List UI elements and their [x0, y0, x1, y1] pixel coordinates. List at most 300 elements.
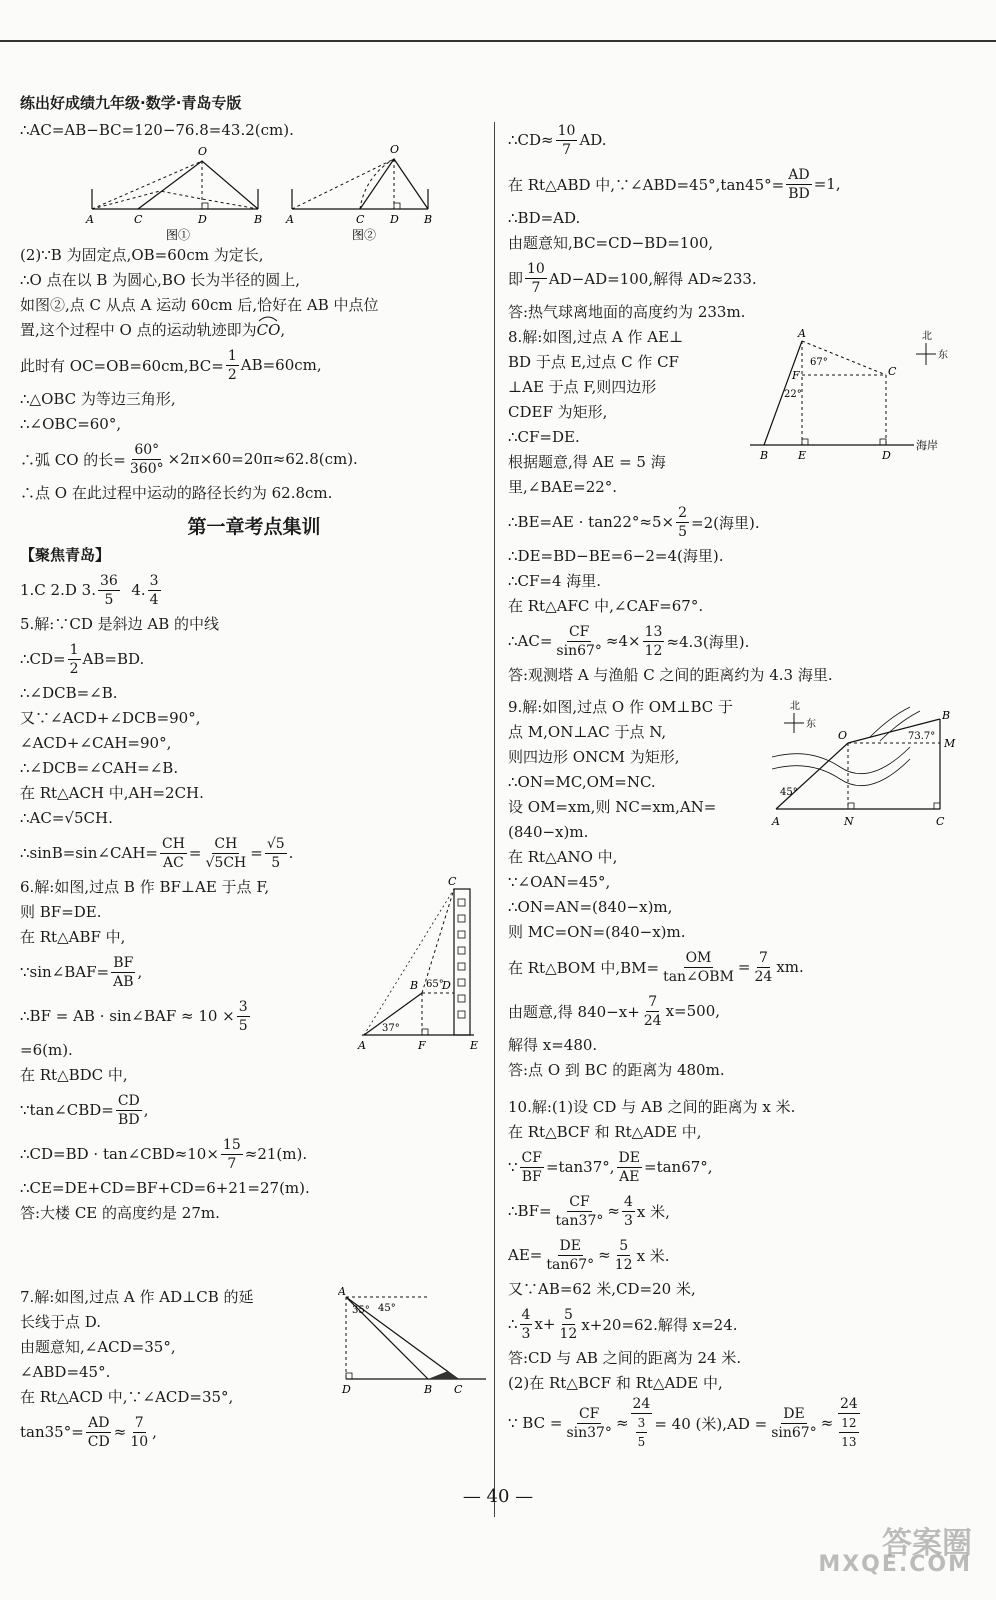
math-line: [508, 1189, 976, 1233]
fraction: [265, 835, 287, 872]
text-line: 6.解:如图,过点 B 作 BF⊥AE 于点 F,: [20, 878, 270, 896]
math-line: [508, 619, 976, 663]
top-rule: [0, 40, 996, 42]
denominator: 3: [623, 1212, 633, 1229]
text-span: ,: [152, 1423, 157, 1441]
fig9-label-A: A: [772, 815, 780, 828]
numerator: 1: [227, 347, 237, 364]
text-span: =2(海里).: [691, 513, 760, 532]
text-line: (2)在 Rt△BCF 和 Rt△ADE 中,: [508, 1374, 723, 1392]
denominator: tan67°: [546, 1256, 595, 1273]
figure-9: [770, 697, 970, 837]
text-span: 4.: [131, 581, 146, 599]
denominator: 10: [130, 1433, 149, 1450]
text-span: ∴: [508, 1315, 518, 1333]
numerator: 7: [648, 993, 658, 1010]
text-line: ∴ON=MC,OM=NC.: [508, 773, 656, 791]
text-span: x+20=62.解得 x=24.: [581, 1315, 738, 1334]
text-span: tan35°=: [20, 1423, 84, 1441]
math-line: [508, 1233, 976, 1277]
denominator: 12: [614, 1256, 633, 1273]
denominator: 360°: [129, 460, 164, 477]
text-line: ∴点 O 在此过程中运动的路径长约为 62.8cm.: [20, 484, 333, 502]
fig6-label-F: F: [418, 1039, 426, 1052]
fraction: [642, 993, 664, 1030]
denominator: sin67°: [771, 1424, 817, 1441]
math-line: [20, 1132, 488, 1176]
text-line: 则四边形 ONCM 为矩形,: [508, 748, 680, 766]
fig8-angle-22: 22°: [784, 389, 802, 400]
text-span: ∵sin∠BAF=: [20, 963, 110, 981]
text-span: =: [188, 844, 202, 862]
fig8-label-D: D: [882, 449, 891, 462]
text-span: x=500,: [665, 1002, 721, 1020]
text-span: AB=BD.: [82, 650, 145, 668]
text-line: (840−x)m.: [508, 823, 589, 841]
fig8-label-B: B: [760, 449, 769, 462]
text-line: 根据题意,得 AE = 5 海: [508, 453, 666, 471]
figure-2: [285, 143, 432, 242]
text-line: ∴AC=√5CH.: [20, 809, 113, 827]
fig6-angle-37: 37°: [382, 1023, 400, 1034]
denominator: CD: [87, 1433, 110, 1450]
fraction: [558, 1306, 580, 1343]
fig7-label-C: C: [454, 1383, 463, 1395]
text-span: ≈: [607, 1202, 620, 1220]
fraction: [68, 641, 81, 678]
text-span: ∵tan∠CBD=: [20, 1101, 114, 1119]
text-span: ×2π×60=20π≈62.8(cm).: [167, 450, 358, 468]
numerator: CH: [161, 835, 185, 852]
text-span: = 40 (米),AD =: [654, 1414, 768, 1433]
text-span: ∴AC=: [508, 632, 553, 650]
text-line: ∴∠OBC=60°,: [20, 415, 122, 433]
fraction: [160, 835, 187, 872]
text-span: ≈4.3(海里).: [666, 632, 750, 651]
fraction: [752, 949, 774, 986]
numerator: √5: [266, 835, 285, 852]
text-line: 在 Rt△BCF 和 Rt△ADE 中,: [508, 1123, 702, 1141]
denominator: AC: [163, 854, 184, 871]
numerator: CF: [568, 623, 590, 640]
denominator: 5: [104, 591, 114, 608]
text-line: 5.解:∵CD 是斜边 AB 的中线: [20, 615, 220, 633]
text-span: 即: [508, 269, 524, 288]
denominator: BD: [788, 185, 810, 202]
denominator: 3: [521, 1325, 531, 1342]
numerator: 4: [623, 1193, 633, 1210]
fraction: [676, 504, 689, 541]
numerator: BF: [113, 954, 134, 971]
denominator: 2: [227, 366, 237, 383]
denominator: 7: [531, 279, 541, 296]
text-line: 9.解:如图,过点 O 作 OM⊥BC 于: [508, 698, 734, 716]
text-line: 如图②,点 C 从点 A 运动 60cm 后,恰好在 AB 中点位: [20, 296, 379, 314]
denominator: 24: [754, 968, 773, 985]
denominator: sin37°: [566, 1424, 612, 1441]
text-span: ∴CD=BD · tan∠CBD≈10×: [20, 1145, 219, 1163]
text-span: ∴CD≈: [508, 131, 554, 149]
math-line: [20, 437, 488, 481]
math-line: [20, 1410, 488, 1454]
figure-7: [338, 1285, 488, 1395]
fig8-label-C: C: [888, 365, 897, 378]
denominator: 5: [238, 1017, 248, 1034]
text-line: 在 Rt△ACH 中,AH=2CH.: [20, 784, 204, 802]
denominator: 24: [643, 1012, 662, 1029]
fig8-label-E: E: [798, 449, 807, 462]
denominator: 13: [841, 1435, 857, 1449]
fraction: [554, 1193, 606, 1230]
numerator: 3: [636, 1414, 648, 1433]
fraction: [86, 1414, 112, 1451]
fig6-label-B: B: [410, 979, 419, 992]
fig8-label-A: A: [798, 327, 806, 340]
text-line: [20, 318, 488, 343]
denominator: √5CH: [205, 854, 247, 871]
fig2-label-D: D: [390, 213, 399, 226]
denominator: AB: [113, 973, 134, 990]
text-line: 点 M,ON⊥AC 于点 N,: [508, 723, 667, 741]
math-line: [20, 343, 488, 387]
fig1-caption: 图①: [166, 228, 191, 242]
text-span: ∵ BC =: [508, 1414, 563, 1432]
figure-1-and-2: [20, 143, 488, 243]
fraction: [564, 1405, 614, 1442]
text-span: ,: [280, 321, 286, 339]
fig7-angle-35: 35°: [352, 1305, 370, 1316]
denominator: 7: [227, 1155, 237, 1172]
denominator: 5: [271, 854, 281, 871]
fig1-label-A: A: [86, 213, 94, 226]
fraction: [636, 1414, 648, 1451]
math-line: [508, 256, 976, 300]
numerator: 15: [222, 1136, 241, 1153]
fig1-label-O: O: [198, 145, 208, 158]
numerator: 2: [678, 504, 687, 521]
fraction: [148, 572, 161, 609]
text-line: ∴CE=DE+CD=BF+CD=6+21=27(m).: [20, 1179, 310, 1197]
fig7-label-D: D: [342, 1383, 351, 1395]
fraction: [622, 1193, 635, 1230]
text-span: ∵: [508, 1158, 518, 1176]
text-span: =: [250, 844, 263, 862]
page-number: — 40 —: [462, 1486, 534, 1507]
denominator: 12: [644, 642, 663, 659]
arc-label: [257, 318, 281, 343]
text-span: AE=: [508, 1246, 543, 1264]
numerator: 24: [632, 1396, 651, 1412]
text-line: 由题意知,∠ACD=35°,: [20, 1338, 176, 1356]
math-line: [20, 1088, 488, 1132]
text-line: ∴DE=BD−BE=6−2=4(海里).: [508, 547, 724, 565]
numerator: CH: [214, 835, 238, 852]
text-span: ∴弧 CO 的长=: [20, 450, 126, 469]
fraction: [835, 1395, 862, 1451]
fraction: [226, 347, 239, 384]
numerator: DE: [783, 1405, 805, 1422]
denominator: AE: [619, 1168, 640, 1185]
math-line: [508, 118, 976, 162]
fraction: [544, 1237, 596, 1274]
text-line: ∠ACD+∠CAH=90°,: [20, 734, 172, 752]
numerator: 24: [840, 1396, 858, 1412]
text-line: ∴∠DCB=∠B.: [20, 684, 118, 702]
denominator: 7: [562, 141, 571, 158]
text-line: 在 Rt△AFC 中,∠CAF=67°.: [508, 597, 704, 615]
numerator: AD: [788, 166, 810, 183]
fraction: [661, 949, 736, 986]
text-line: 设 OM=xm,则 NC=xm,AN=: [508, 798, 717, 816]
text-line: 7.解:如图,过点 A 作 AD⊥CB 的延: [20, 1288, 254, 1306]
math-line: [20, 831, 488, 875]
fraction: [98, 572, 120, 609]
text-line: 由题意知,BC=CD−BD=100,: [508, 234, 714, 252]
text-line: 答:热气球离地面的高度约为 233m.: [508, 303, 746, 321]
text-line: 10.解:(1)设 CD 与 AB 之间的距离为 x 米.: [508, 1098, 796, 1116]
fraction: [525, 260, 547, 297]
math-line: [508, 989, 976, 1033]
text-span: AD−AD=100,解得 AD≈233.: [548, 269, 757, 288]
text-span: ∴CD=: [20, 650, 66, 668]
numerator: 7: [758, 949, 768, 966]
numerator: 13: [644, 623, 663, 640]
fig1-label-B: B: [254, 213, 263, 226]
math-line: [508, 500, 976, 544]
fig9-label-O: O: [838, 729, 848, 742]
text-line: 在 Rt△ABF 中,: [20, 928, 126, 946]
figure-6: [342, 875, 482, 1055]
text-span: 此时有 OC=OB=60cm,BC=: [20, 356, 224, 375]
text-span: .: [288, 844, 294, 862]
text-line: 在 Rt△BDC 中,: [20, 1066, 128, 1084]
fig8-label-F: F: [792, 369, 800, 382]
watermark-url: MXQE.COM: [818, 1552, 972, 1577]
fig2-caption: 图②: [352, 228, 377, 242]
fraction: [839, 1414, 858, 1451]
fraction: [613, 1237, 635, 1274]
text-span: ∴BF=: [508, 1202, 552, 1220]
text-span: x+: [534, 1315, 556, 1333]
denominator: 2: [69, 660, 79, 677]
text-span: =tan67°,: [644, 1158, 713, 1176]
numerator: 5: [619, 1237, 629, 1254]
numerator: CD: [117, 1092, 140, 1109]
text-line: ∴AC=AB−BC=120−76.8=43.2(cm).: [20, 121, 294, 139]
fraction: [203, 835, 248, 872]
text-line: 答:大楼 CE 的高度约是 27m.: [20, 1204, 220, 1222]
fig1-label-C: C: [134, 213, 143, 226]
fraction: [116, 1092, 142, 1129]
numerator: 4: [521, 1306, 531, 1323]
fig8-north: 北: [922, 331, 932, 342]
fig6-label-A: A: [358, 1039, 366, 1052]
text-span: =: [737, 958, 751, 976]
text-span: 置,这个过程中 O 点的运动轨迹即为: [20, 321, 257, 339]
fig9-angle-73: 73.7°: [908, 731, 936, 742]
denominator: 5: [637, 1435, 646, 1449]
fraction: [769, 1405, 819, 1442]
fig9-north: 北: [790, 701, 800, 712]
fraction: [128, 441, 166, 478]
arc-mark-icon: [257, 314, 279, 322]
denominator: tan∠OBM: [663, 968, 734, 985]
text-span: ,: [137, 963, 143, 981]
math-line: [508, 1302, 976, 1346]
text-line: ⊥AE 于点 F,则四边形: [508, 378, 657, 396]
text-span: ∴sinB=sin∠CAH=: [20, 844, 158, 862]
question-6: [20, 875, 488, 1285]
fig6-angle-65: 65°: [426, 979, 444, 990]
arc-text: CO: [256, 321, 281, 339]
fraction: [554, 623, 604, 660]
fig6-label-C: C: [448, 875, 457, 888]
text-line: 长线于点 D.: [20, 1313, 102, 1331]
figure-8: [746, 325, 956, 465]
denominator: [632, 1414, 652, 1451]
text-line: ∠ABD=45°.: [20, 1363, 111, 1381]
figure-svg: [20, 143, 488, 243]
fig1-label-D: D: [198, 213, 207, 226]
text-span: ∴BE=AE · tan22°≈5×: [508, 513, 675, 531]
fig6-label-E: E: [470, 1039, 479, 1052]
text-span: ≈4×: [605, 632, 641, 650]
text-line: 答:CD 与 AB 之间的距离为 24 米.: [508, 1349, 742, 1367]
numerator: 3: [238, 998, 248, 1015]
fraction: [221, 1136, 243, 1173]
text-span: AD.: [579, 131, 607, 149]
text-span: x 米,: [636, 1202, 670, 1221]
text-line: ∴∠DCB=∠CAH=∠B.: [20, 759, 179, 777]
denominator: sin67°: [556, 642, 602, 659]
text-line: ∴△OBC 为等边三角形,: [20, 390, 176, 408]
question-7: [20, 1285, 488, 1450]
numerator: 12: [839, 1414, 858, 1433]
text-line: BD 于点 E,过点 C 作 CF: [508, 353, 679, 371]
text-span: xm.: [776, 958, 804, 976]
numerator: 5: [563, 1306, 573, 1323]
text-span: =1,: [813, 175, 841, 193]
text-line: (2)∵B 为固定点,OB=60cm 为定长,: [20, 246, 264, 264]
text-span: x 米.: [636, 1246, 670, 1265]
fig8-angle-67: 67°: [810, 357, 828, 368]
figure-1: [85, 145, 262, 242]
chapter-title: 第一章考点集训: [187, 516, 321, 538]
fig9-angle-45: 45°: [780, 787, 798, 798]
fig7-angle-45: 45°: [378, 1303, 396, 1314]
math-line: [508, 162, 976, 206]
numerator: OM: [685, 949, 712, 966]
fig9-label-M: M: [944, 737, 956, 750]
numerator: CF: [569, 1193, 590, 1210]
fig9-label-B: B: [942, 709, 951, 722]
text-line: 又∵AB=62 米,CD=20 米,: [508, 1280, 696, 1298]
denominator: tan37°: [555, 1212, 604, 1229]
fig2-label-O: O: [390, 143, 400, 156]
math-line: [508, 1145, 976, 1189]
fraction: [631, 1395, 653, 1451]
text-span: 由题意,得 840−x+: [508, 1002, 640, 1021]
fig7-label-A: A: [338, 1285, 346, 1298]
text-line: 则 BF=DE.: [20, 903, 102, 921]
math-line: [20, 637, 488, 681]
text-span: 1.C 2.D 3.: [20, 581, 96, 599]
text-line: 在 Rt△ANO 中,: [508, 848, 618, 866]
fraction: [520, 1149, 544, 1186]
text-line: 解得 x=480.: [508, 1036, 598, 1054]
section-heading: 【聚焦青岛】: [20, 546, 111, 564]
fig2-label-A: A: [286, 213, 294, 226]
text-span: ∴BF = AB · sin∠BAF ≈ 10 ×: [20, 1007, 235, 1025]
question-9: [508, 695, 976, 1095]
text-span: =tan37°,: [545, 1158, 615, 1176]
fig6-label-D: D: [442, 979, 451, 992]
text-span: ≈: [113, 1423, 127, 1441]
text-span: ≈: [820, 1414, 834, 1432]
numerator: 36: [99, 572, 118, 589]
text-line: 答:观测塔 A 与渔船 C 之间的距离约为 4.3 海里.: [508, 666, 833, 684]
numerator: CF: [521, 1149, 542, 1166]
text-line: CDEF 为矩形,: [508, 403, 608, 421]
page-header: 练出好成绩九年级·数学·青岛专版: [20, 94, 242, 112]
text-line: 里,∠BAE=22°.: [508, 478, 618, 496]
text-line: ∴O 点在以 B 为圆心,BO 长为半径的圆上,: [20, 271, 301, 289]
fraction: [617, 1149, 642, 1186]
text-line: 则 MC=ON=(840−x)m.: [508, 923, 686, 941]
fraction: [111, 954, 135, 991]
math-line: [508, 945, 976, 989]
numerator: DE: [618, 1149, 640, 1166]
numerator: CF: [578, 1405, 600, 1422]
text-line: ∴ON=AN=(840−x)m,: [508, 898, 673, 916]
text-line: 在 Rt△ACD 中,∵∠ACD=35°,: [20, 1388, 234, 1406]
text-line: ∴CF=4 海里.: [508, 572, 602, 590]
numerator: DE: [559, 1237, 581, 1254]
text-span: ≈: [615, 1414, 629, 1432]
denominator: 12: [559, 1325, 578, 1342]
fraction: [520, 1306, 533, 1343]
denominator: 5: [678, 523, 687, 540]
numerator: 7: [134, 1414, 144, 1431]
numerator: 10: [557, 122, 576, 139]
watermark-logo: 答案圈: [882, 1526, 972, 1561]
fraction: [128, 1414, 150, 1451]
fraction: [786, 166, 812, 203]
text-span: 在 Rt△ABD 中,∵∠ABD=45°,tan45°=: [508, 175, 785, 194]
fig2-label-C: C: [356, 213, 365, 226]
column-divider: [494, 122, 495, 1517]
text-span: AB=60cm,: [240, 356, 322, 374]
text-span: 在 Rt△BOM 中,BM=: [508, 958, 660, 977]
denominator: BD: [118, 1111, 140, 1128]
math-line: [508, 1396, 976, 1450]
text-line: 8.解:如图,过点 A 作 AE⊥: [508, 328, 684, 346]
fraction: [237, 998, 250, 1035]
text-span: ≈21(m).: [244, 1145, 308, 1163]
denominator: [835, 1414, 862, 1451]
numerator: 1: [69, 641, 79, 658]
fig9-label-C: C: [936, 815, 945, 828]
question-8: [508, 325, 976, 695]
denominator: 4: [149, 591, 159, 608]
text-line: ∴CF=DE.: [508, 428, 580, 446]
text-span: ,: [143, 1101, 149, 1119]
text-span: ≈: [598, 1246, 611, 1264]
fig8-shore: 海岸: [916, 439, 938, 452]
answers-line: [20, 568, 488, 612]
text-line: 答:点 O 到 BC 的距离为 480m.: [508, 1061, 725, 1079]
denominator: BF: [521, 1168, 542, 1185]
